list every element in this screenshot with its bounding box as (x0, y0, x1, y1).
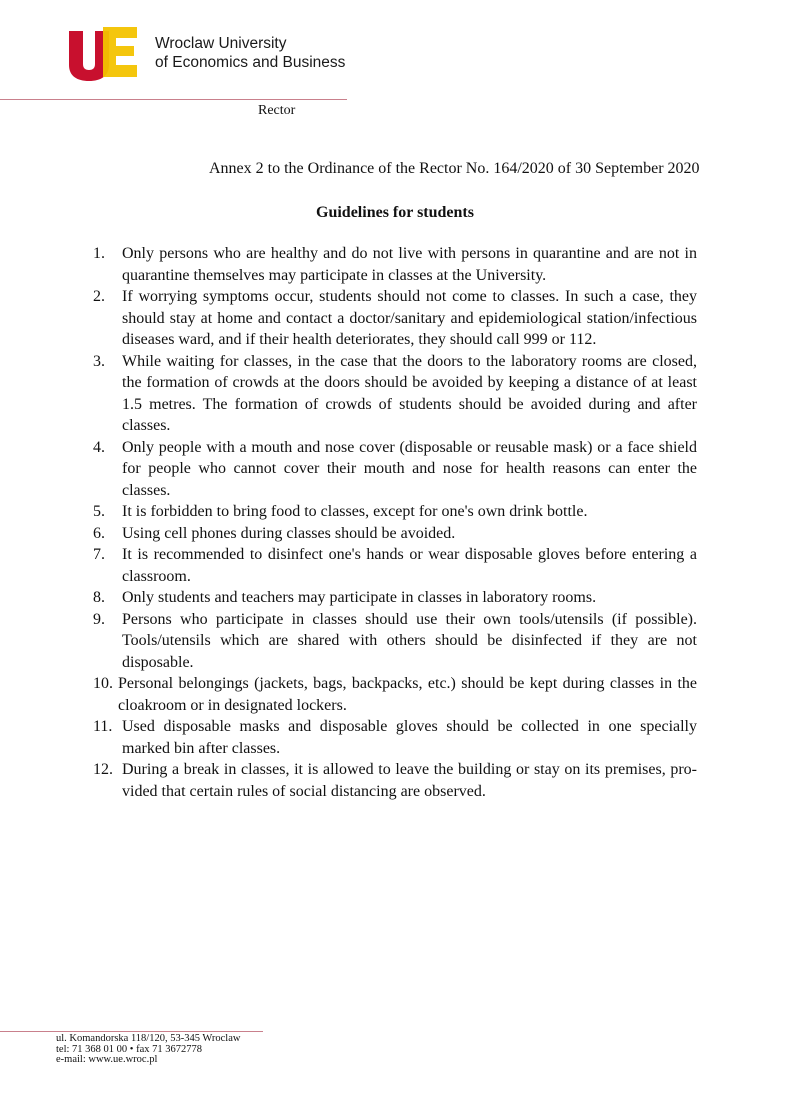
university-name (155, 34, 345, 72)
guideline-text: While waiting for classes, in the case that the doors to the laboratory rooms are closed, the formation of crowds at the doors should be avoided by keeping a distance of at least 1.5 metres. The formation of crowds of students should be avoided during and after classes. (122, 352, 697, 434)
guideline-item (93, 587, 697, 609)
guideline-number: 7. (93, 546, 105, 563)
guideline-item (93, 673, 697, 716)
guideline-number: 11. (93, 718, 113, 735)
footer-divider (0, 1031, 263, 1032)
guideline-text: Personal belongings (jackets, bags, backpacks, etc.) should be kept during classes in the cloakroom or in designated lockers. (118, 675, 697, 714)
guideline-text: It is recommended to disinfect one's hands or wear disposable gloves before entering a classroom. (122, 546, 697, 585)
header-divider (0, 99, 347, 100)
document-title: Guidelines for students (316, 204, 474, 221)
guideline-number: 12. (93, 761, 113, 778)
guideline-item (93, 609, 697, 674)
guideline-item (93, 351, 697, 437)
guideline-item (93, 523, 697, 545)
guideline-number: 8. (93, 589, 105, 606)
footer-phone: tel: 71 368 01 00 • fax 71 3672778 (56, 1043, 202, 1055)
footer-contact (56, 1034, 240, 1066)
guideline-item (93, 759, 697, 802)
footer-email: e-mail: www.ue.wroc.pl (56, 1054, 158, 1065)
guideline-number: 10. (93, 675, 113, 692)
guideline-item (93, 716, 697, 759)
guidelines-list (93, 243, 697, 802)
guideline-text: It is forbidden to bring food to classes, except for one's own drink bottle. (122, 503, 588, 520)
university-name-line1: Wroclaw University (155, 35, 287, 52)
guideline-text: If worrying symptoms occur, students should not come to classes. In such a case, they should stay at home and contact a doctor/sanitary and epidemiological station/infectious diseases ward, and if their health deteriorates, they should call 999 or 112. (122, 288, 697, 348)
guideline-text: During a break in classes, it is allowed to leave the building or stay on its premises, pro-vided that certain rules of social distancing are observed. (122, 761, 697, 800)
guideline-number: 1. (93, 245, 105, 262)
guideline-item (93, 437, 697, 502)
guideline-number: 4. (93, 438, 105, 456)
university-name-line2: of Economics and Business (155, 54, 346, 71)
guideline-text: Only people with a mouth and nose cover (disposable or reusable mask) or a face shield for people who cannot cover their mouth and nose for health reasons can enter the classes. (122, 438, 697, 499)
guideline-number: 2. (93, 288, 105, 305)
guideline-text: Only persons who are healthy and do not live with persons in quarantine and are not in quarantine themselves may participate in classes at the University. (122, 245, 697, 284)
guideline-number: 9. (93, 610, 105, 628)
guideline-number: 5. (93, 503, 105, 520)
office-label: Rector (258, 103, 296, 118)
guideline-text: Used disposable masks and disposable gloves should be collected in one specially marked bin after classes. (122, 718, 697, 757)
guideline-text: Persons who participate in classes should use their own tools/utensils (if possible). Tools/utensils which are shared with others should be disinfected if they are not disposable. (122, 610, 697, 671)
guideline-text: Only students and teachers may participate in classes in laboratory rooms. (122, 589, 597, 606)
guideline-item (93, 544, 697, 587)
footer-address: ul. Komandorska 118/120, 53-345 Wroclaw (56, 1033, 241, 1044)
annex-reference: Annex 2 to the Ordinance of the Rector No. 164/2020 of 30 September 2020 (209, 160, 700, 177)
guideline-item (93, 501, 697, 523)
guideline-number: 6. (93, 524, 105, 542)
guideline-item (93, 243, 697, 286)
ue-logo-icon (68, 24, 138, 82)
guideline-number: 3. (93, 352, 105, 370)
guideline-item (93, 286, 697, 351)
guideline-text: Using cell phones during classes should be avoided. (122, 524, 456, 542)
